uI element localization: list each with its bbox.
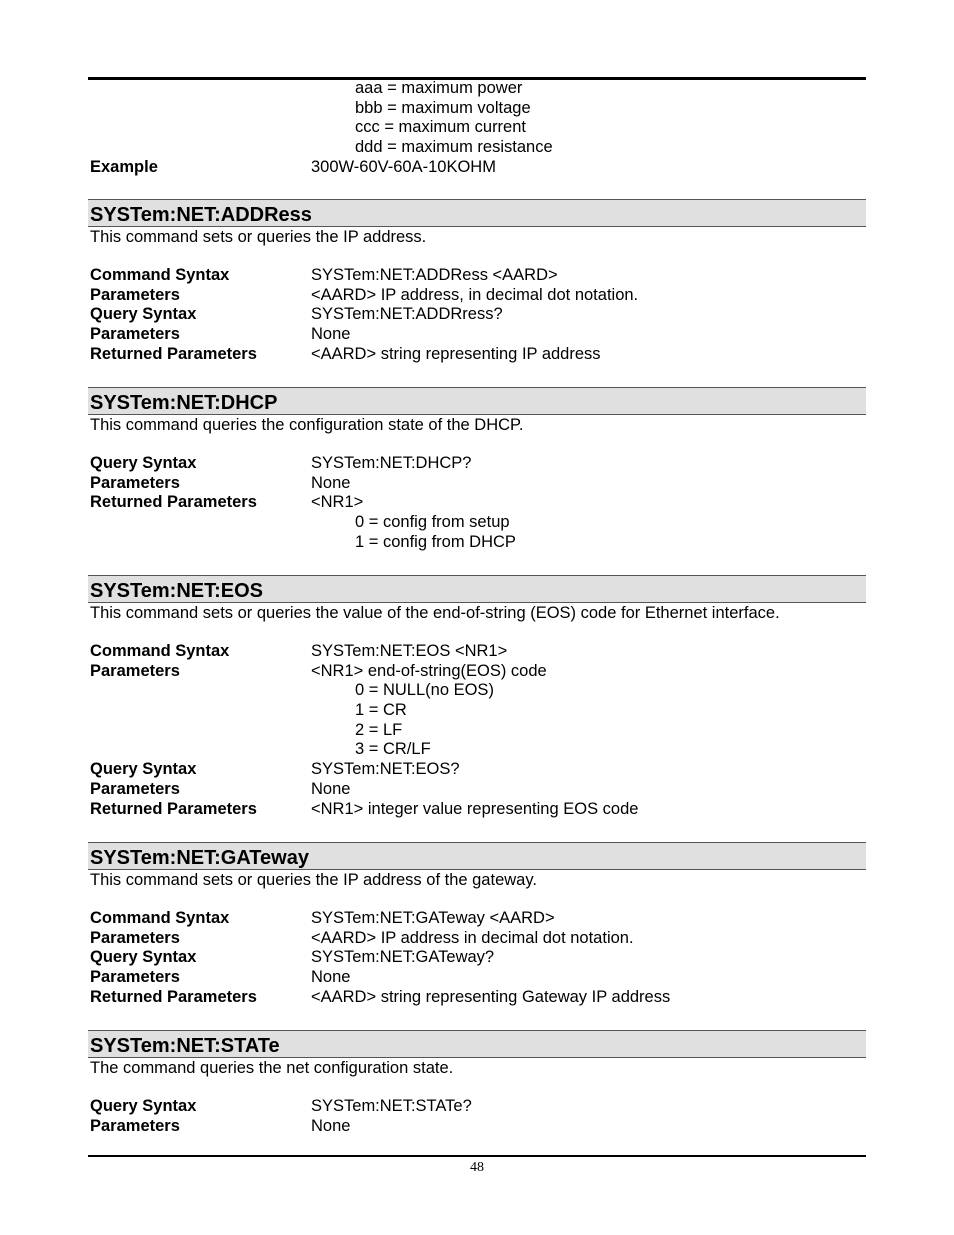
example-row <box>88 158 866 178</box>
param-sub-row: 1 = CR <box>355 701 407 720</box>
param-row: Parameters <AARD> IP address, in decimal dot notation. <box>90 285 639 304</box>
param-sub-row: 1 = config from DHCP <box>355 532 516 551</box>
param-sub-row: 0 = config from setup <box>355 513 510 532</box>
param-sub-row: 3 = CR/LF <box>355 740 431 759</box>
param-row: Returned Parameters <AARD> string representing Gateway IP address <box>90 987 671 1006</box>
example-value: 300W-60V-60A-10KOHM <box>311 157 496 176</box>
param-row: Query Syntax SYSTem:NET:STATe? <box>90 1097 472 1115</box>
section-description: This command queries the configuration state of the DHCP. <box>90 416 524 434</box>
param-row: Query Syntax SYSTem:NET:DHCP? <box>90 454 472 472</box>
intro-sub-line: ccc = maximum current <box>355 118 526 137</box>
param-row: Returned Parameters <NR1> integer value representing EOS code <box>90 799 639 818</box>
bottom-rule <box>88 1155 866 1157</box>
section-title: SYSTem:NET:DHCP <box>88 387 866 415</box>
param-row: Parameters None <box>90 968 351 987</box>
param-row: Command Syntax SYSTem:NET:EOS <NR1> <box>90 642 508 660</box>
param-row: Parameters None <box>90 779 351 798</box>
section-description: This command sets or queries the IP address. <box>90 228 427 246</box>
param-row: Returned Parameters <AARD> string representing IP address <box>90 344 601 363</box>
param-row: Parameters <NR1> end-of-string(EOS) code <box>90 661 547 680</box>
page-number: 48 <box>470 1160 484 1175</box>
section-net-address <box>88 199 866 364</box>
param-sub-row: 0 = NULL(no EOS) <box>355 681 494 700</box>
section-title: SYSTem:NET:EOS <box>88 575 866 603</box>
intro-sub-line: aaa = maximum power <box>355 79 523 97</box>
section-net-gateway <box>88 842 866 1007</box>
param-row: Parameters None <box>90 325 351 344</box>
param-row: Query Syntax SYSTem:NET:ADDRress? <box>90 305 503 324</box>
param-row: Parameters <AARD> IP address in decimal dot notation. <box>90 928 634 947</box>
intro-block <box>88 79 866 177</box>
section-title: SYSTem:NET:STATe <box>88 1030 866 1058</box>
intro-sub-line: bbb = maximum voltage <box>355 98 531 117</box>
section-net-dhcp <box>88 387 866 552</box>
param-row: Command Syntax SYSTem:NET:ADDRess <AARD> <box>90 266 558 284</box>
param-row: Returned Parameters <NR1> <box>90 493 364 512</box>
param-row: Parameters None <box>90 1116 351 1135</box>
param-row: Command Syntax SYSTem:NET:GATeway <AARD> <box>90 909 555 927</box>
param-row: Parameters None <box>90 473 351 492</box>
param-row: Query Syntax SYSTem:NET:EOS? <box>90 760 460 779</box>
intro-sub-line: ddd = maximum resistance <box>355 138 553 157</box>
section-title: SYSTem:NET:GATeway <box>88 842 866 870</box>
section-description: This command sets or queries the IP address of the gateway. <box>90 871 537 889</box>
section-net-eos <box>88 575 866 819</box>
example-label: Example <box>90 157 158 176</box>
section-description: This command sets or queries the value of the end-of-string (EOS) code for Ethernet interface. <box>90 604 780 622</box>
param-sub-row: 2 = LF <box>355 720 403 739</box>
section-title: SYSTem:NET:ADDRess <box>88 199 866 227</box>
param-row: Query Syntax SYSTem:NET:GATeway? <box>90 948 495 967</box>
section-net-state <box>88 1030 866 1136</box>
section-description: The command queries the net configuration state. <box>90 1059 454 1077</box>
